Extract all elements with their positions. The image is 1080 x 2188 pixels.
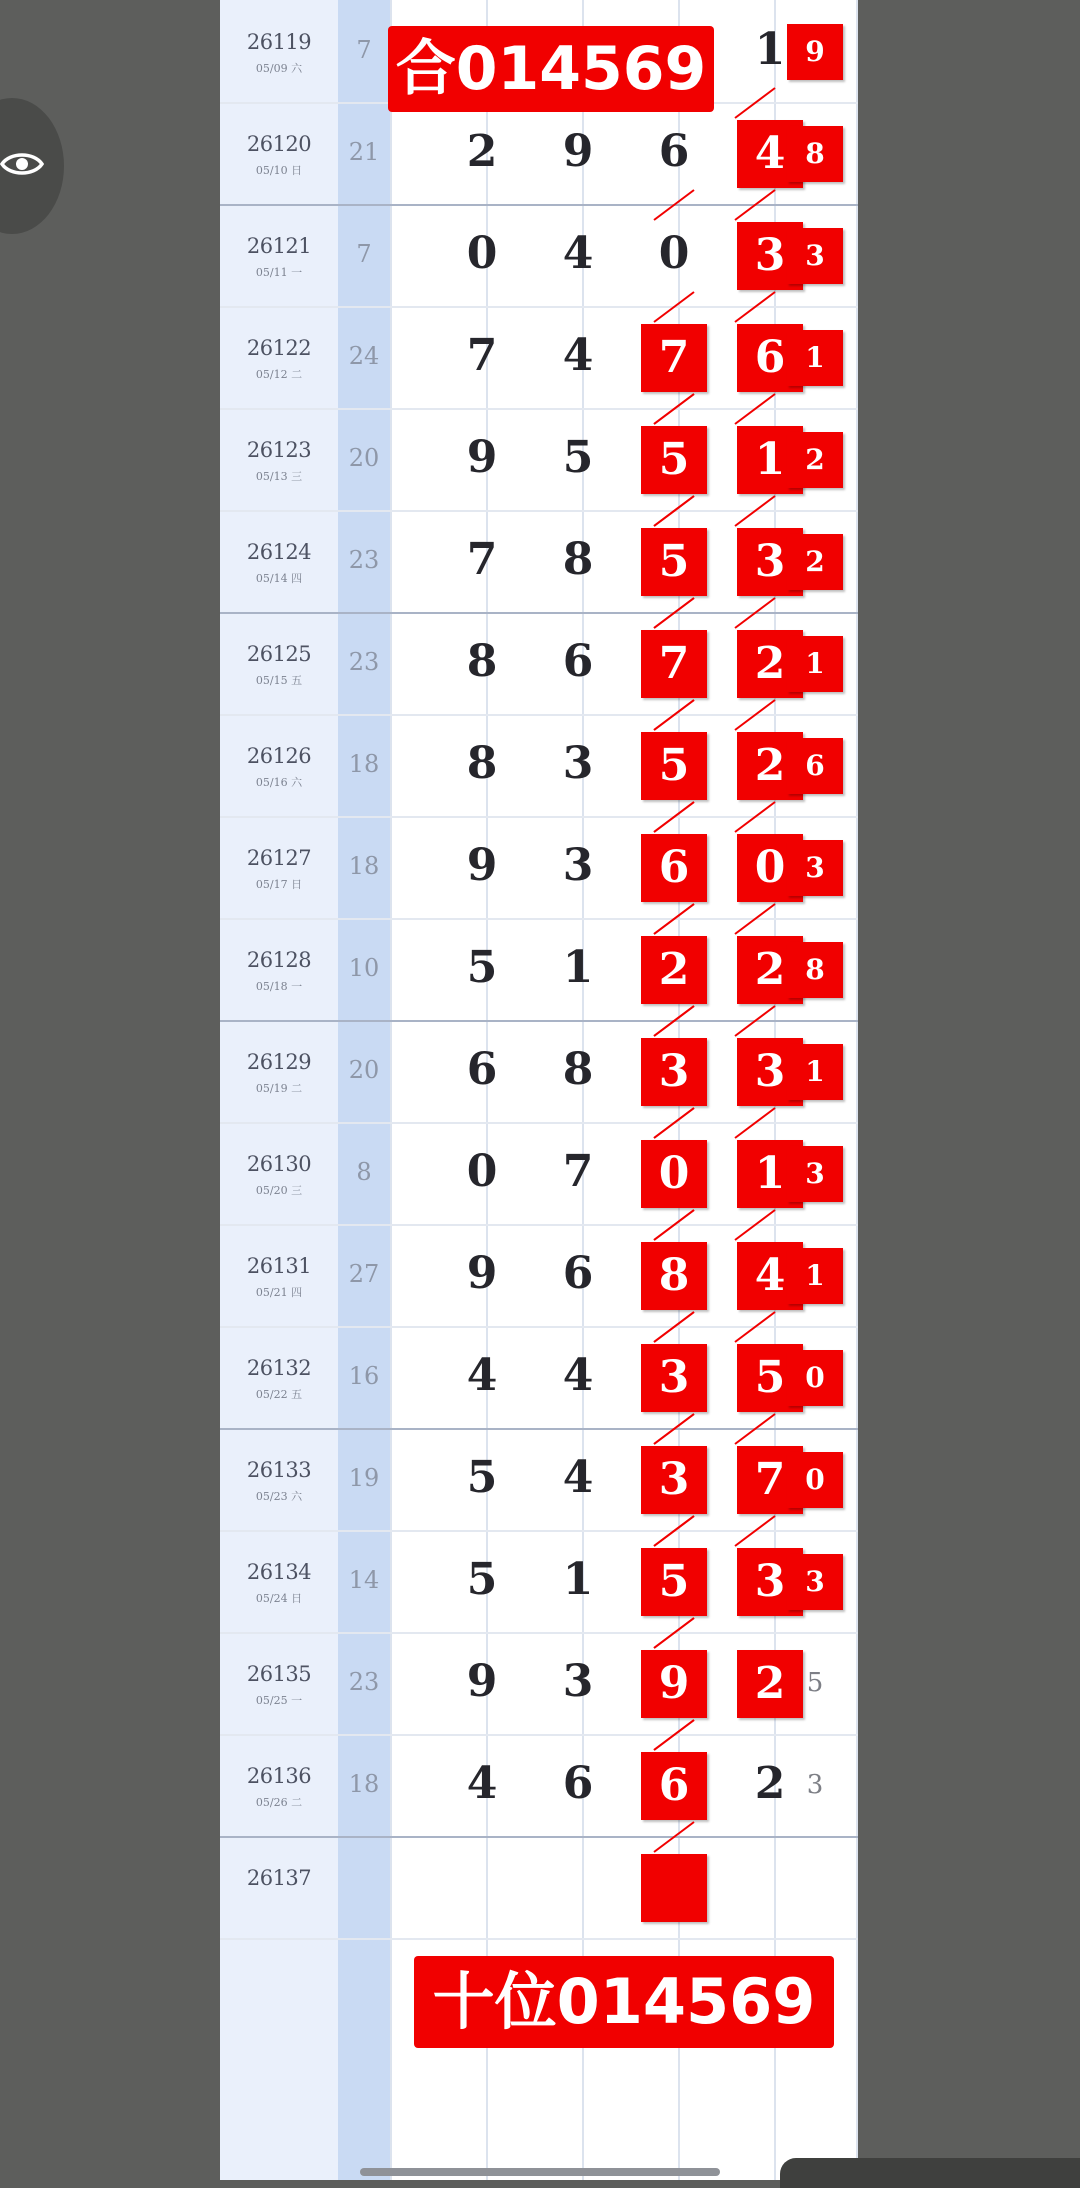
hit-cell: 6 [641,1752,707,1820]
digit-second: 9 [562,126,594,177]
connector-line [735,1414,775,1444]
issue-date: 05/12 二 [255,368,303,381]
trend-chart-panel[interactable] [220,0,858,2180]
issue-number: 26131 [246,1254,312,1278]
digit-cell: 6 [658,126,690,177]
issue-date: 05/16 六 [255,776,303,789]
connector-line [735,802,775,832]
hit-cell: 5 [737,1344,803,1412]
eye-toggle-button[interactable] [0,98,64,234]
digit-sum: 7 [356,36,372,64]
issue-number: 26122 [246,336,312,360]
digit-first: 5 [466,1554,498,1605]
connector-line [735,1006,775,1036]
issue-number: 26137 [246,1866,312,1890]
issue-number: 26136 [246,1764,312,1788]
connector-line [654,1210,694,1240]
digit-first: 4 [466,1350,498,1401]
issue-number: 26135 [246,1662,312,1686]
hit-cell: 3 [787,1146,843,1202]
digit-second: 1 [562,942,594,993]
connector-line [735,700,775,730]
hit-cell: 1 [737,426,803,494]
hit-cell: 4 [737,1242,803,1310]
hit-cell: 8 [787,942,843,998]
issue-date: 05/17 日 [255,878,303,891]
digit-second: 4 [562,1350,594,1401]
digit-sum: 23 [348,546,380,574]
connector-line [654,802,694,832]
digit-sum: 8 [356,1158,372,1186]
digit-sum: 19 [348,1464,380,1492]
hit-cell: 0 [787,1350,843,1406]
connector-line [735,1516,775,1546]
hit-cell: 8 [787,126,843,182]
hit-cell: 2 [787,534,843,590]
digit-second: 7 [562,1146,594,1197]
scrollbar[interactable] [360,2168,720,2176]
hit-cell: 3 [641,1446,707,1514]
issue-date: 05/14 四 [255,572,303,585]
connector-lines [220,0,858,2180]
hit-cell: 3 [787,228,843,284]
connector-line [735,394,775,424]
issue-number: 26128 [246,948,312,972]
issue-date: 05/23 六 [255,1490,303,1503]
digit-first: 0 [466,1146,498,1197]
digit-first: 9 [466,840,498,891]
hit-cell: 2 [737,1650,803,1718]
issue-number: 26119 [246,30,312,54]
tens-digits-label: 十位014569 [414,1956,834,2048]
hit-cell: 3 [641,1038,707,1106]
hit-cell: 1 [737,1140,803,1208]
issue-date: 05/20 三 [255,1184,303,1197]
hit-cell: 6 [737,324,803,392]
issue-date: 05/10 日 [255,164,303,177]
connector-line [654,1108,694,1138]
digit-first: 4 [466,1758,498,1809]
hit-cell: 2 [737,936,803,1004]
digit-sum: 18 [348,852,380,880]
issue-number: 26132 [246,1356,312,1380]
hit-cell: 7 [641,324,707,392]
hit-cell: 1 [787,1044,843,1100]
issue-number: 26127 [246,846,312,870]
hit-cell: 0 [787,1452,843,1508]
connector-line [654,496,694,526]
issue-date: 05/19 二 [255,1082,303,1095]
connector-line [654,904,694,934]
digit-sum: 10 [348,954,380,982]
issue-date: 05/18 一 [255,980,303,993]
hit-cell: 9 [641,1650,707,1718]
hit-cell: 5 [641,1548,707,1616]
digit-cell: 3 [806,1770,824,1800]
connector-line [654,1822,694,1852]
hit-cell: 2 [787,432,843,488]
issue-number: 26123 [246,438,312,462]
digit-first: 7 [466,330,498,381]
digit-sum: 21 [348,138,380,166]
connector-line [654,1312,694,1342]
digit-second: 3 [562,1656,594,1707]
digit-first: 5 [466,942,498,993]
issue-date: 05/15 五 [255,674,303,687]
digit-first: 9 [466,1248,498,1299]
issue-number: 26129 [246,1050,312,1074]
digit-cell: 5 [806,1668,824,1698]
digit-sum: 18 [348,1770,380,1798]
connector-line [735,1108,775,1138]
connector-line [654,598,694,628]
digit-sum: 27 [348,1260,380,1288]
digit-cell: 1 [754,24,786,75]
digit-second: 8 [562,534,594,585]
issue-number: 26121 [246,234,312,258]
hit-cell: 3 [787,1554,843,1610]
digit-first: 2 [466,126,498,177]
connector-line [654,394,694,424]
digit-sum: 14 [348,1566,380,1594]
connector-line [654,700,694,730]
digit-first: 9 [466,1656,498,1707]
digit-second: 4 [562,330,594,381]
digit-sum: 20 [348,444,380,472]
issue-date: 05/11 一 [255,266,303,279]
issue-number: 26134 [246,1560,312,1584]
issue-date: 05/21 四 [255,1286,303,1299]
digit-second: 1 [562,1554,594,1605]
digit-second: 6 [562,1758,594,1809]
digit-second: 4 [562,1452,594,1503]
connector-line [735,88,775,118]
digit-first: 5 [466,1452,498,1503]
issue-date: 05/24 日 [255,1592,303,1605]
hit-cell: 1 [787,330,843,386]
connector-line [735,292,775,322]
digit-first: 0 [466,228,498,279]
issue-number: 26126 [246,744,312,768]
hit-cell: 0 [641,1140,707,1208]
hit-cell: 6 [641,834,707,902]
digit-cell: 0 [658,228,690,279]
digit-sum: 23 [348,1668,380,1696]
connector-line [735,904,775,934]
digit-first: 8 [466,738,498,789]
issue-number: 26130 [246,1152,312,1176]
hit-cell: 5 [641,732,707,800]
digit-second: 6 [562,636,594,687]
digit-sum: 7 [356,240,372,268]
digit-first: 8 [466,636,498,687]
hit-cell: 2 [641,936,707,1004]
issue-date: 05/26 二 [255,1796,303,1809]
issue-number: 26124 [246,540,312,564]
connector-line [735,1210,775,1240]
corner-overlay [780,2158,1080,2188]
digit-first: 7 [466,534,498,585]
digit-second: 8 [562,1044,594,1095]
digit-second: 5 [562,432,594,483]
connector-line [735,1312,775,1342]
hit-cell: 3 [737,528,803,596]
hit-cell: 1 [787,1248,843,1304]
connector-line [654,292,694,322]
connector-line [735,190,775,220]
digit-second: 6 [562,1248,594,1299]
digit-second: 3 [562,840,594,891]
hit-cell: 8 [641,1242,707,1310]
connector-line [654,190,694,220]
issue-number: 26133 [246,1458,312,1482]
digit-sum: 16 [348,1362,380,1390]
digit-second: 4 [562,228,594,279]
hit-cell: 5 [641,426,707,494]
issue-date: 05/25 一 [255,1694,303,1707]
hit-cell: 2 [737,732,803,800]
connector-line [654,1618,694,1648]
hit-cell: 6 [787,738,843,794]
hit-cell: 2 [737,630,803,698]
connector-line [654,1516,694,1546]
hit-cell: 3 [737,222,803,290]
hit-cell: 7 [641,630,707,698]
digit-sum: 24 [348,342,380,370]
issue-number: 26120 [246,132,312,156]
connector-line [654,1414,694,1444]
digit-cell: 2 [754,1758,786,1809]
digit-first: 6 [466,1044,498,1095]
hit-cell: 5 [641,528,707,596]
hit-cell: 1 [787,636,843,692]
issue-date: 05/22 五 [255,1388,303,1401]
digit-second: 3 [562,738,594,789]
hit-cell: 7 [737,1446,803,1514]
issue-date: 05/09 六 [255,62,303,75]
hit-cell: 3 [641,1344,707,1412]
digit-sum: 23 [348,648,380,676]
hit-cell: 3 [737,1038,803,1106]
hit-cell: 3 [737,1548,803,1616]
digit-sum: 20 [348,1056,380,1084]
combined-digits-label: 合014569 [388,26,714,112]
connector-line [654,1720,694,1750]
connector-line [654,1006,694,1036]
issue-date: 05/13 三 [255,470,303,483]
hit-cell: 4 [737,120,803,188]
hit-cell: 0 [737,834,803,902]
issue-number: 26125 [246,642,312,666]
eye-icon [0,142,44,186]
digit-sum: 18 [348,750,380,778]
digit-first: 9 [466,432,498,483]
connector-line [735,496,775,526]
connector-line [735,598,775,628]
hit-cell: 9 [787,24,843,80]
hit-cell: 3 [787,840,843,896]
